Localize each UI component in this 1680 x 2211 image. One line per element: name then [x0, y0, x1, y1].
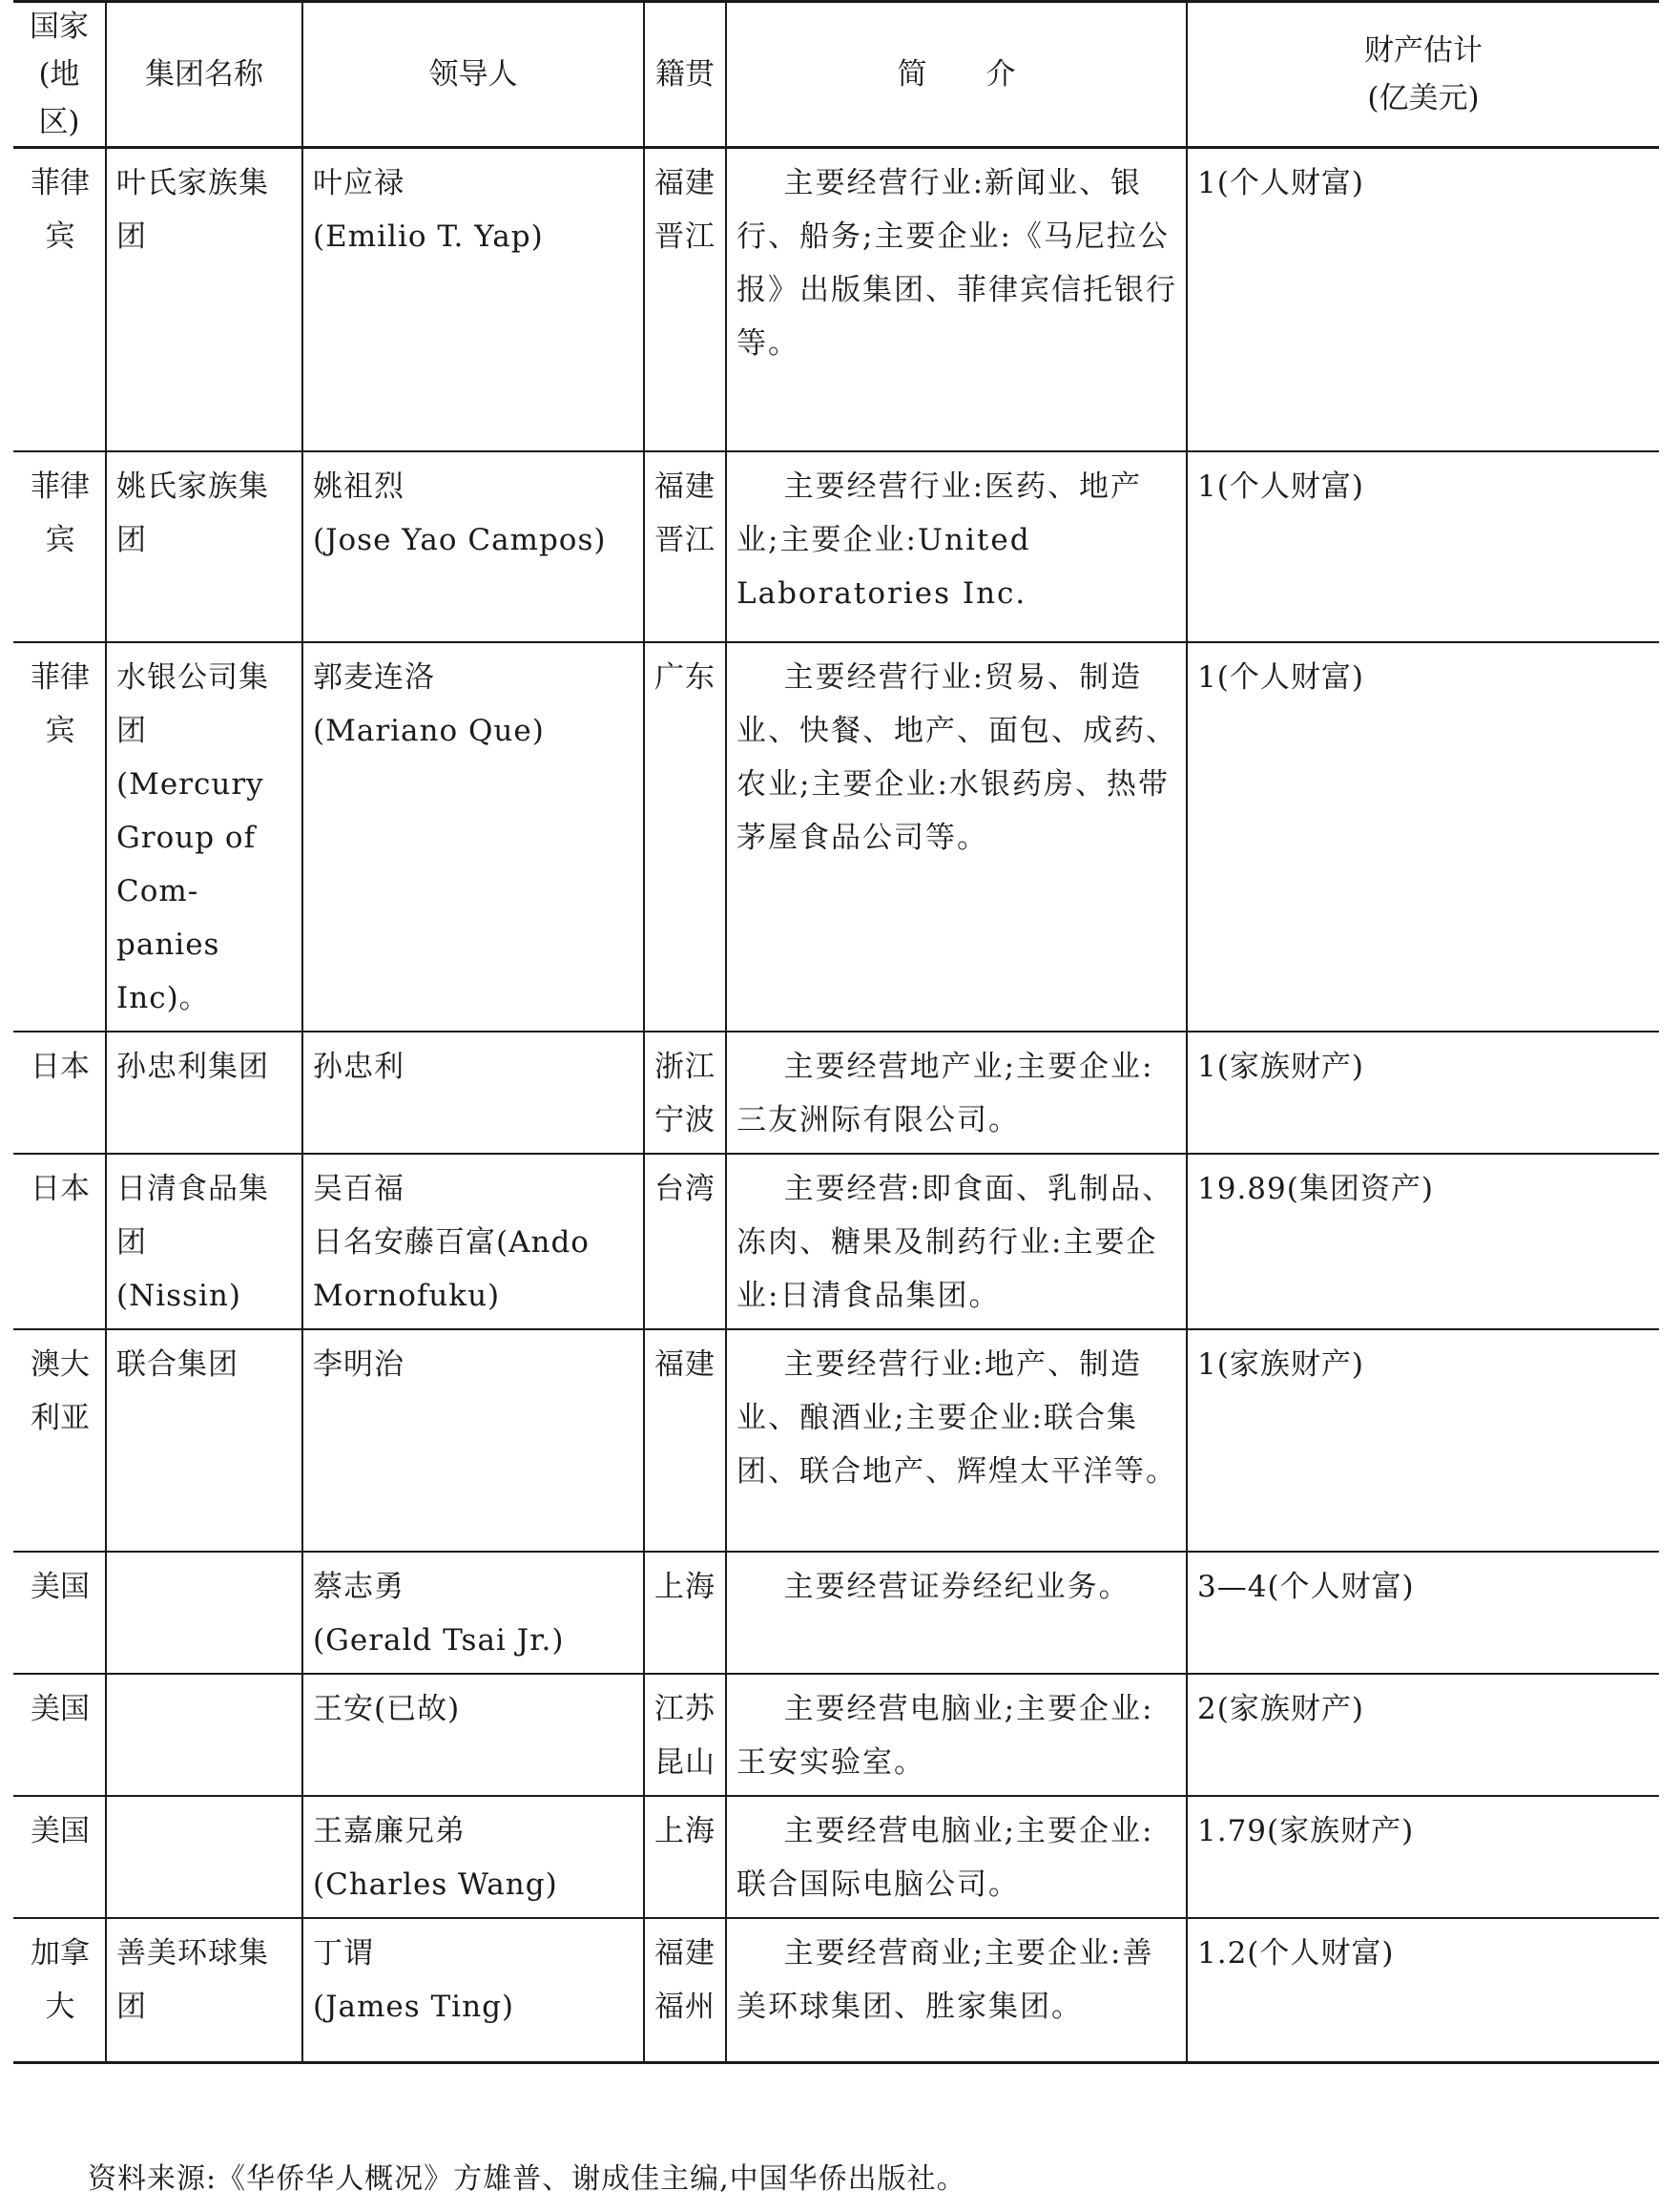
cell-country: 美国	[13, 1674, 106, 1796]
cell-country: 菲律宾	[13, 642, 106, 1032]
cell-leader: 王嘉廉兄弟 (Charles Wang)	[302, 1796, 644, 1918]
cell-leader: 蔡志勇 (Gerald Tsai Jr.)	[302, 1552, 644, 1674]
cell-wealth: 1.79(家族财产)	[1187, 1796, 1659, 1918]
cell-group-name	[106, 1552, 302, 1674]
cell-origin: 上海	[644, 1796, 726, 1918]
cell-origin: 浙江 宁波	[644, 1032, 726, 1154]
cell-intro: 主要经营行业:地产、制造业、酿酒业;主要企业:联合集团、联合地产、辉煌太平洋等。	[726, 1329, 1187, 1552]
cell-intro: 主要经营地产业;主要企业:三友洲际有限公司。	[726, 1032, 1187, 1154]
cell-leader: 叶应禄 (Emilio T. Yap)	[302, 148, 644, 451]
cell-leader: 吴百福 日名安藤百富(Ando Mornofuku)	[302, 1154, 644, 1329]
cell-country: 美国	[13, 1552, 106, 1674]
cell-wealth: 1(个人财富)	[1187, 642, 1659, 1032]
cell-origin: 福建 晋江	[644, 451, 726, 642]
header-country: 国家 (地区)	[13, 2, 106, 148]
cell-intro: 主要经营行业:贸易、制造业、快餐、地产、面包、成药、农业;主要企业:水银药房、热带茅屋食品公司等。	[726, 642, 1187, 1032]
cell-group-name	[106, 1796, 302, 1918]
cell-country: 日本	[13, 1032, 106, 1154]
cell-group-name: 联合集团	[106, 1329, 302, 1552]
cell-wealth: 1.2(个人财富)	[1187, 1918, 1659, 2063]
table-row	[13, 451, 1659, 642]
cell-wealth: 1(家族财产)	[1187, 1032, 1659, 1154]
cell-country: 加拿大	[13, 1918, 106, 2063]
cell-intro: 主要经营电脑业;主要企业:联合国际电脑公司。	[726, 1796, 1187, 1918]
cell-origin: 广东	[644, 642, 726, 1032]
cell-leader: 姚祖烈 (Jose Yao Campos)	[302, 451, 644, 642]
table-header-row	[13, 2, 1659, 148]
table-row	[13, 1032, 1659, 1154]
cell-wealth: 1(家族财产)	[1187, 1329, 1659, 1552]
cell-origin: 福建 晋江	[644, 148, 726, 451]
cell-intro: 主要经营电脑业;主要企业:王安实验室。	[726, 1674, 1187, 1796]
cell-country: 菲律宾	[13, 451, 106, 642]
cell-intro: 主要经营证券经纪业务。	[726, 1552, 1187, 1674]
table-row	[13, 148, 1659, 451]
cell-group-name: 日清食品集团 (Nissin)	[106, 1154, 302, 1329]
header-origin: 籍贯	[644, 2, 726, 148]
cell-leader: 丁谓 (James Ting)	[302, 1918, 644, 2063]
cell-intro: 主要经营:即食面、乳制品、冻肉、糖果及制药行业:主要企业:日清食品集团。	[726, 1154, 1187, 1329]
cell-intro: 主要经营行业:医药、地产业;主要企业:United Laboratories Inc.	[726, 451, 1187, 642]
cell-wealth: 3—4(个人财富)	[1187, 1552, 1659, 1674]
table-row	[13, 1918, 1659, 2063]
cell-leader: 李明治	[302, 1329, 644, 1552]
header-intro: 简 介	[726, 2, 1187, 148]
cell-leader: 王安(已故)	[302, 1674, 644, 1796]
cell-wealth: 2(家族财产)	[1187, 1674, 1659, 1796]
chinese-business-groups-table	[13, 0, 1659, 2064]
cell-leader: 郭麦连洛 (Mariano Que)	[302, 642, 644, 1032]
table-row	[13, 642, 1659, 1032]
cell-origin: 江苏 昆山	[644, 1674, 726, 1796]
cell-intro: 主要经营商业;主要企业:善美环球集团、胜家集团。	[726, 1918, 1187, 2063]
cell-group-name: 善美环球集团	[106, 1918, 302, 2063]
cell-country: 日本	[13, 1154, 106, 1329]
cell-wealth: 19.89(集团资产)	[1187, 1154, 1659, 1329]
cell-wealth: 1(个人财富)	[1187, 148, 1659, 451]
cell-country: 美国	[13, 1796, 106, 1918]
cell-origin: 上海	[644, 1552, 726, 1674]
table-row	[13, 1674, 1659, 1796]
cell-group-name: 姚氏家族集团	[106, 451, 302, 642]
table-row	[13, 1329, 1659, 1552]
cell-group-name: 叶氏家族集团	[106, 148, 302, 451]
table-row	[13, 1796, 1659, 1918]
cell-intro: 主要经营行业:新闻业、银行、船务;主要企业:《马尼拉公报》出版集团、菲律宾信托银行等。	[726, 148, 1187, 451]
cell-origin: 台湾	[644, 1154, 726, 1329]
cell-origin: 福建 福州	[644, 1918, 726, 2063]
cell-leader: 孙忠利	[302, 1032, 644, 1154]
cell-group-name: 孙忠利集团	[106, 1032, 302, 1154]
table-row	[13, 1552, 1659, 1674]
cell-country: 菲律宾	[13, 148, 106, 451]
cell-origin: 福建	[644, 1329, 726, 1552]
header-wealth: 财产估计 (亿美元)	[1187, 2, 1659, 148]
cell-group-name	[106, 1674, 302, 1796]
cell-country: 澳大利亚	[13, 1329, 106, 1552]
table-row	[13, 1154, 1659, 1329]
header-group: 集团名称	[106, 2, 302, 148]
source-note: 资料来源:《华侨华人概况》方雄普、谢成佳主编,中国华侨出版社。	[88, 2162, 966, 2196]
cell-wealth: 1(个人财富)	[1187, 451, 1659, 642]
cell-group-name: 水银公司集团 (Mercury Group of Com- panies Inc)。	[106, 642, 302, 1032]
header-leader: 领导人	[302, 2, 644, 148]
